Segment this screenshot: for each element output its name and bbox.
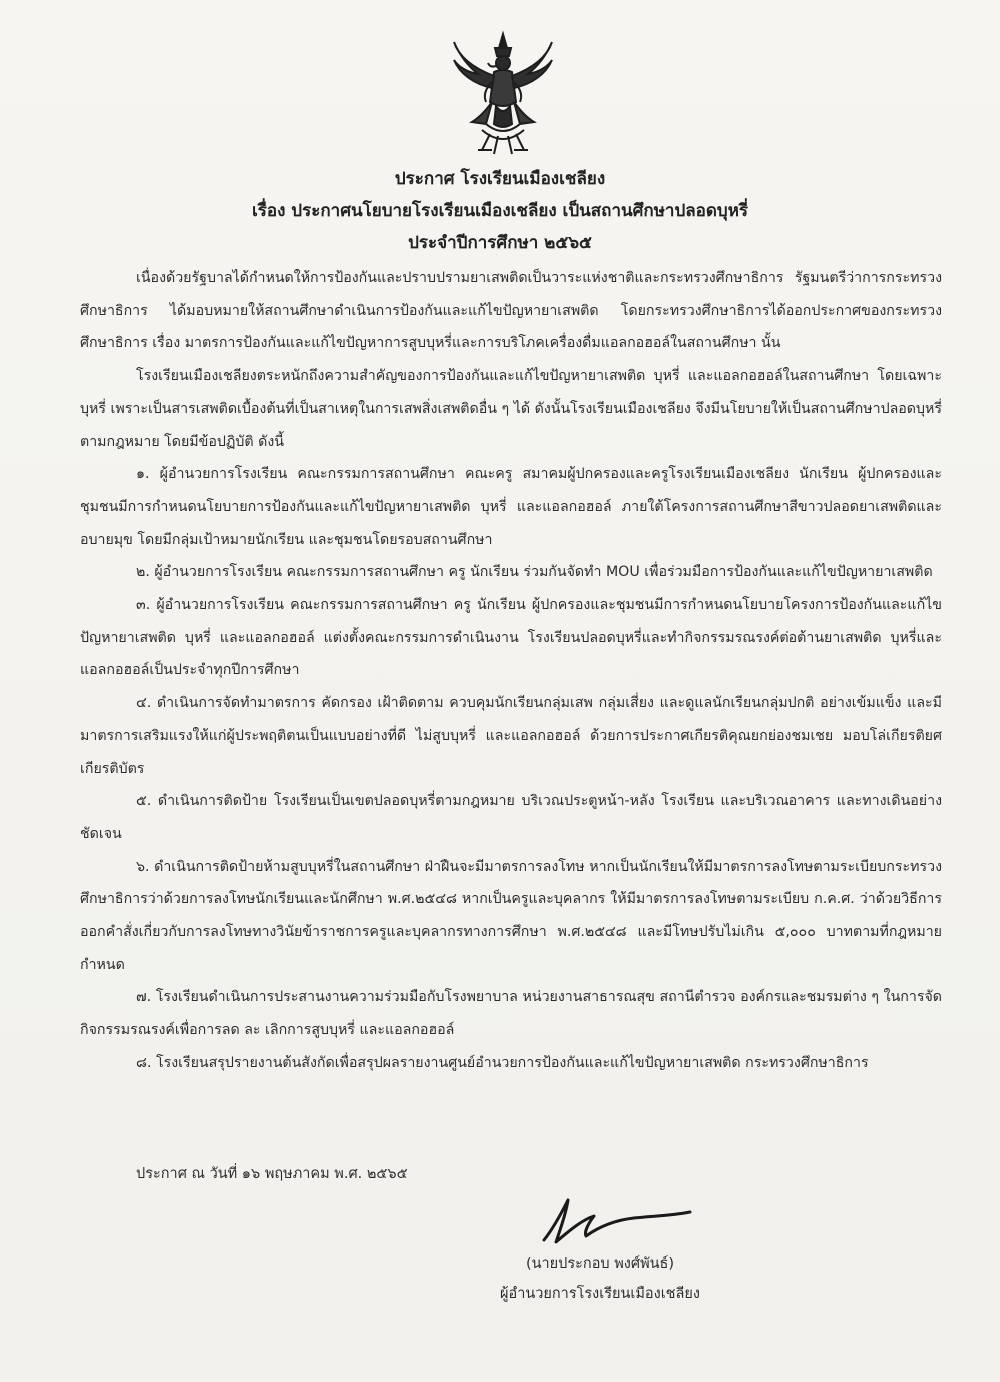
rule-item-2: ๒. ผู้อำนวยการโรงเรียน คณะกรรมการสถานศึกษา ครู นักเรียน ร่วมกันจัดทำ MOU เพื่อร่วมมือการป้องกันและแก้ไขปัญหายาเสพติด: [136, 564, 933, 581]
announcement-date: ประกาศ ณ วันที่ ๑๖ พฤษภาคม พ.ศ. ๒๕๖๕: [136, 1166, 408, 1182]
rule-item-1: ๑. ผู้อำนวยการโรงเรียน คณะกรรมการสถานศึกษา คณะครู สมาคมผู้ปกครองและครูโรงเรียนเมืองเชลียง นักเรียน ผู้ปกครองและชุมชนมีการกำหนดนโยบายการป้องกันและแก้ไขปัญหายาเสพติด บุหรี่ และแอลกอฮอล์ ภายใต้โครงการสถานศึกษาสีขาวปลอดยาเสพติดและอบายมุข โดยมีกลุ่มเป้าหมายนักเรียน และชุมชนโดยรอบสถานศึกษา: [80, 466, 942, 548]
garuda-emblem-icon: [448, 30, 558, 160]
intro-paragraph: เนื่องด้วยรัฐบาลได้กำหนดให้การป้องกันและปราบปรามยาเสพติดเป็นวาระแห่งชาติและกระทรวงศึกษาธิการ รัฐมนตรีว่าการกระทรวงศึกษาธิการ ได้มอบหมายให้สถานศึกษาดำเนินการป้องกันและแก้ไขปัญหายาเสพติด โดยกระทรวงศึกษาธิการได้ออกประกาศของกระทรวงศึกษาธิการ เรื่อง มาตรการป้องกันและแก้ไขปัญหาการสูบบุหรี่และการบริโภคเครื่องดื่มแอลกอฮอล์ในสถานศึกษา นั้น: [80, 270, 942, 352]
policy-paragraph: โรงเรียนเมืองเชลียงตระหนักถึงความสำคัญของการป้องกันและแก้ไขปัญหายาเสพติด บุหรี่ และแอลกอฮอล์ในสถานศึกษา โดยเฉพาะบุหรี่ เพราะเป็นสารเสพติดเบื้องต้นที่เป็นสาเหตุในการเสพสิ่งเสพติดอื่น ๆ ได้ ดังนั้นโรงเรียนเมืองเชลียง จึงมีนโยบายให้เป็นสถานศึกษาปลอดบุหรี่ตามกฎหมาย โดยมีข้อปฏิบัติ ดังนี้: [80, 368, 942, 450]
signer-name: (นายประกอบ พงศ์พันธ์): [525, 1256, 675, 1272]
signer-title: ผู้อำนวยการโรงเรียนเมืองเชลียง: [500, 1286, 700, 1302]
rule-item-7: ๗. โรงเรียนดำเนินการประสานงานความร่วมมือกับโรงพยาบาล หน่วยงานสาธารณสุข สถานีตำรวจ องค์กรและชมรมต่าง ๆ ในการจัดกิจกรรมรณรงค์เพื่อการลด ละ เลิกการสูบบุหรี่ และแอลกอฮอล์: [80, 989, 942, 1039]
announcement-subject: เรื่อง ประกาศนโยบายโรงเรียนเมืองเชลียง เป็นสถานศึกษาปลอดบุหรี่: [251, 201, 749, 221]
announcement-title: ประกาศ โรงเรียนเมืองเชลียง: [394, 169, 606, 189]
rule-item-3: ๓. ผู้อำนวยการโรงเรียน คณะกรรมการสถานศึกษา ครู นักเรียน ผู้ปกครองและชุมชนมีการกำหนดนโยบายโครงการป้องกันและแก้ไขปัญหายาเสพติด บุหรี่ และแอลกอฮอล์ แต่งตั้งคณะกรรมการดำเนินงาน โรงเรียนปลอดบุหรี่และทำกิจกรรมรณรงค์ต่อต้านยาเสพติด บุหรี่และแอลกอฮอล์เป็นประจำทุกปีการศึกษา: [80, 597, 942, 679]
rule-item-5: ๕. ดำเนินการติดป้าย โรงเรียนเป็นเขตปลอดบุหรี่ตามกฎหมาย บริเวณประตูหน้า-หลัง โรงเรียน และบริเวณอาคาร และทางเดินอย่างชัดเจน: [80, 793, 942, 842]
rule-item-8: ๘. โรงเรียนสรุปรายงานต้นสังกัดเพื่อสรุปผลรายงานศูนย์อำนวยการป้องกันและแก้ไขปัญหายาเสพติด กระทรวงศึกษาธิการ: [136, 1054, 869, 1071]
rule-item-4: ๔. ดำเนินการจัดทำมาตรการ คัดกรอง เฝ้าติดตาม ควบคุมนักเรียนกลุ่มเสพ กลุ่มเสี่ยง และดูแลนักเรียนกลุ่มปกติ อย่างเข้มแข็ง และมีมาตรการเสริมแรงให้แก่ผู้ประพฤติตนเป็นแบบอย่างที่ดี ไม่สูบบุหรี่ และแอลกอฮอล์ ด้วยการประกาศเกียรติคุณยกย่องชมเชย มอบโล่เกียรติยศ เกียรติบัตร: [80, 695, 942, 777]
announcement-body: [80, 262, 942, 1080]
announcement-header: [0, 163, 1000, 259]
rule-item-6: ๖. ดำเนินการติดป้ายห้ามสูบบุหรี่ในสถานศึกษา ฝ่าฝืนจะมีมาตรการลงโทษ หากเป็นนักเรียนให้มีมาตรการลงโทษตามระเบียบกระทรวงศึกษาธิการว่าด้วยการลงโทษนักเรียนและนักศึกษา พ.ศ.๒๕๔๘ หากเป็นครูและบุคลากร ให้มีมาตรการลงโทษตามระเบียบ ก.ค.ศ. ว่าด้วยวิธีการออกคำสั่งเกี่ยวกับการลงโทษทางวินัยข้าราชการครูและบุคลากรทางการศึกษา พ.ศ.๒๕๔๘ และมีโทษปรับไม่เกิน ๕,๐๐๐ บาทตามที่กฎหมายกำหนด: [80, 858, 942, 973]
signature-icon: [530, 1190, 700, 1250]
academic-year: ประจำปีการศึกษา ๒๕๖๕: [408, 233, 592, 253]
